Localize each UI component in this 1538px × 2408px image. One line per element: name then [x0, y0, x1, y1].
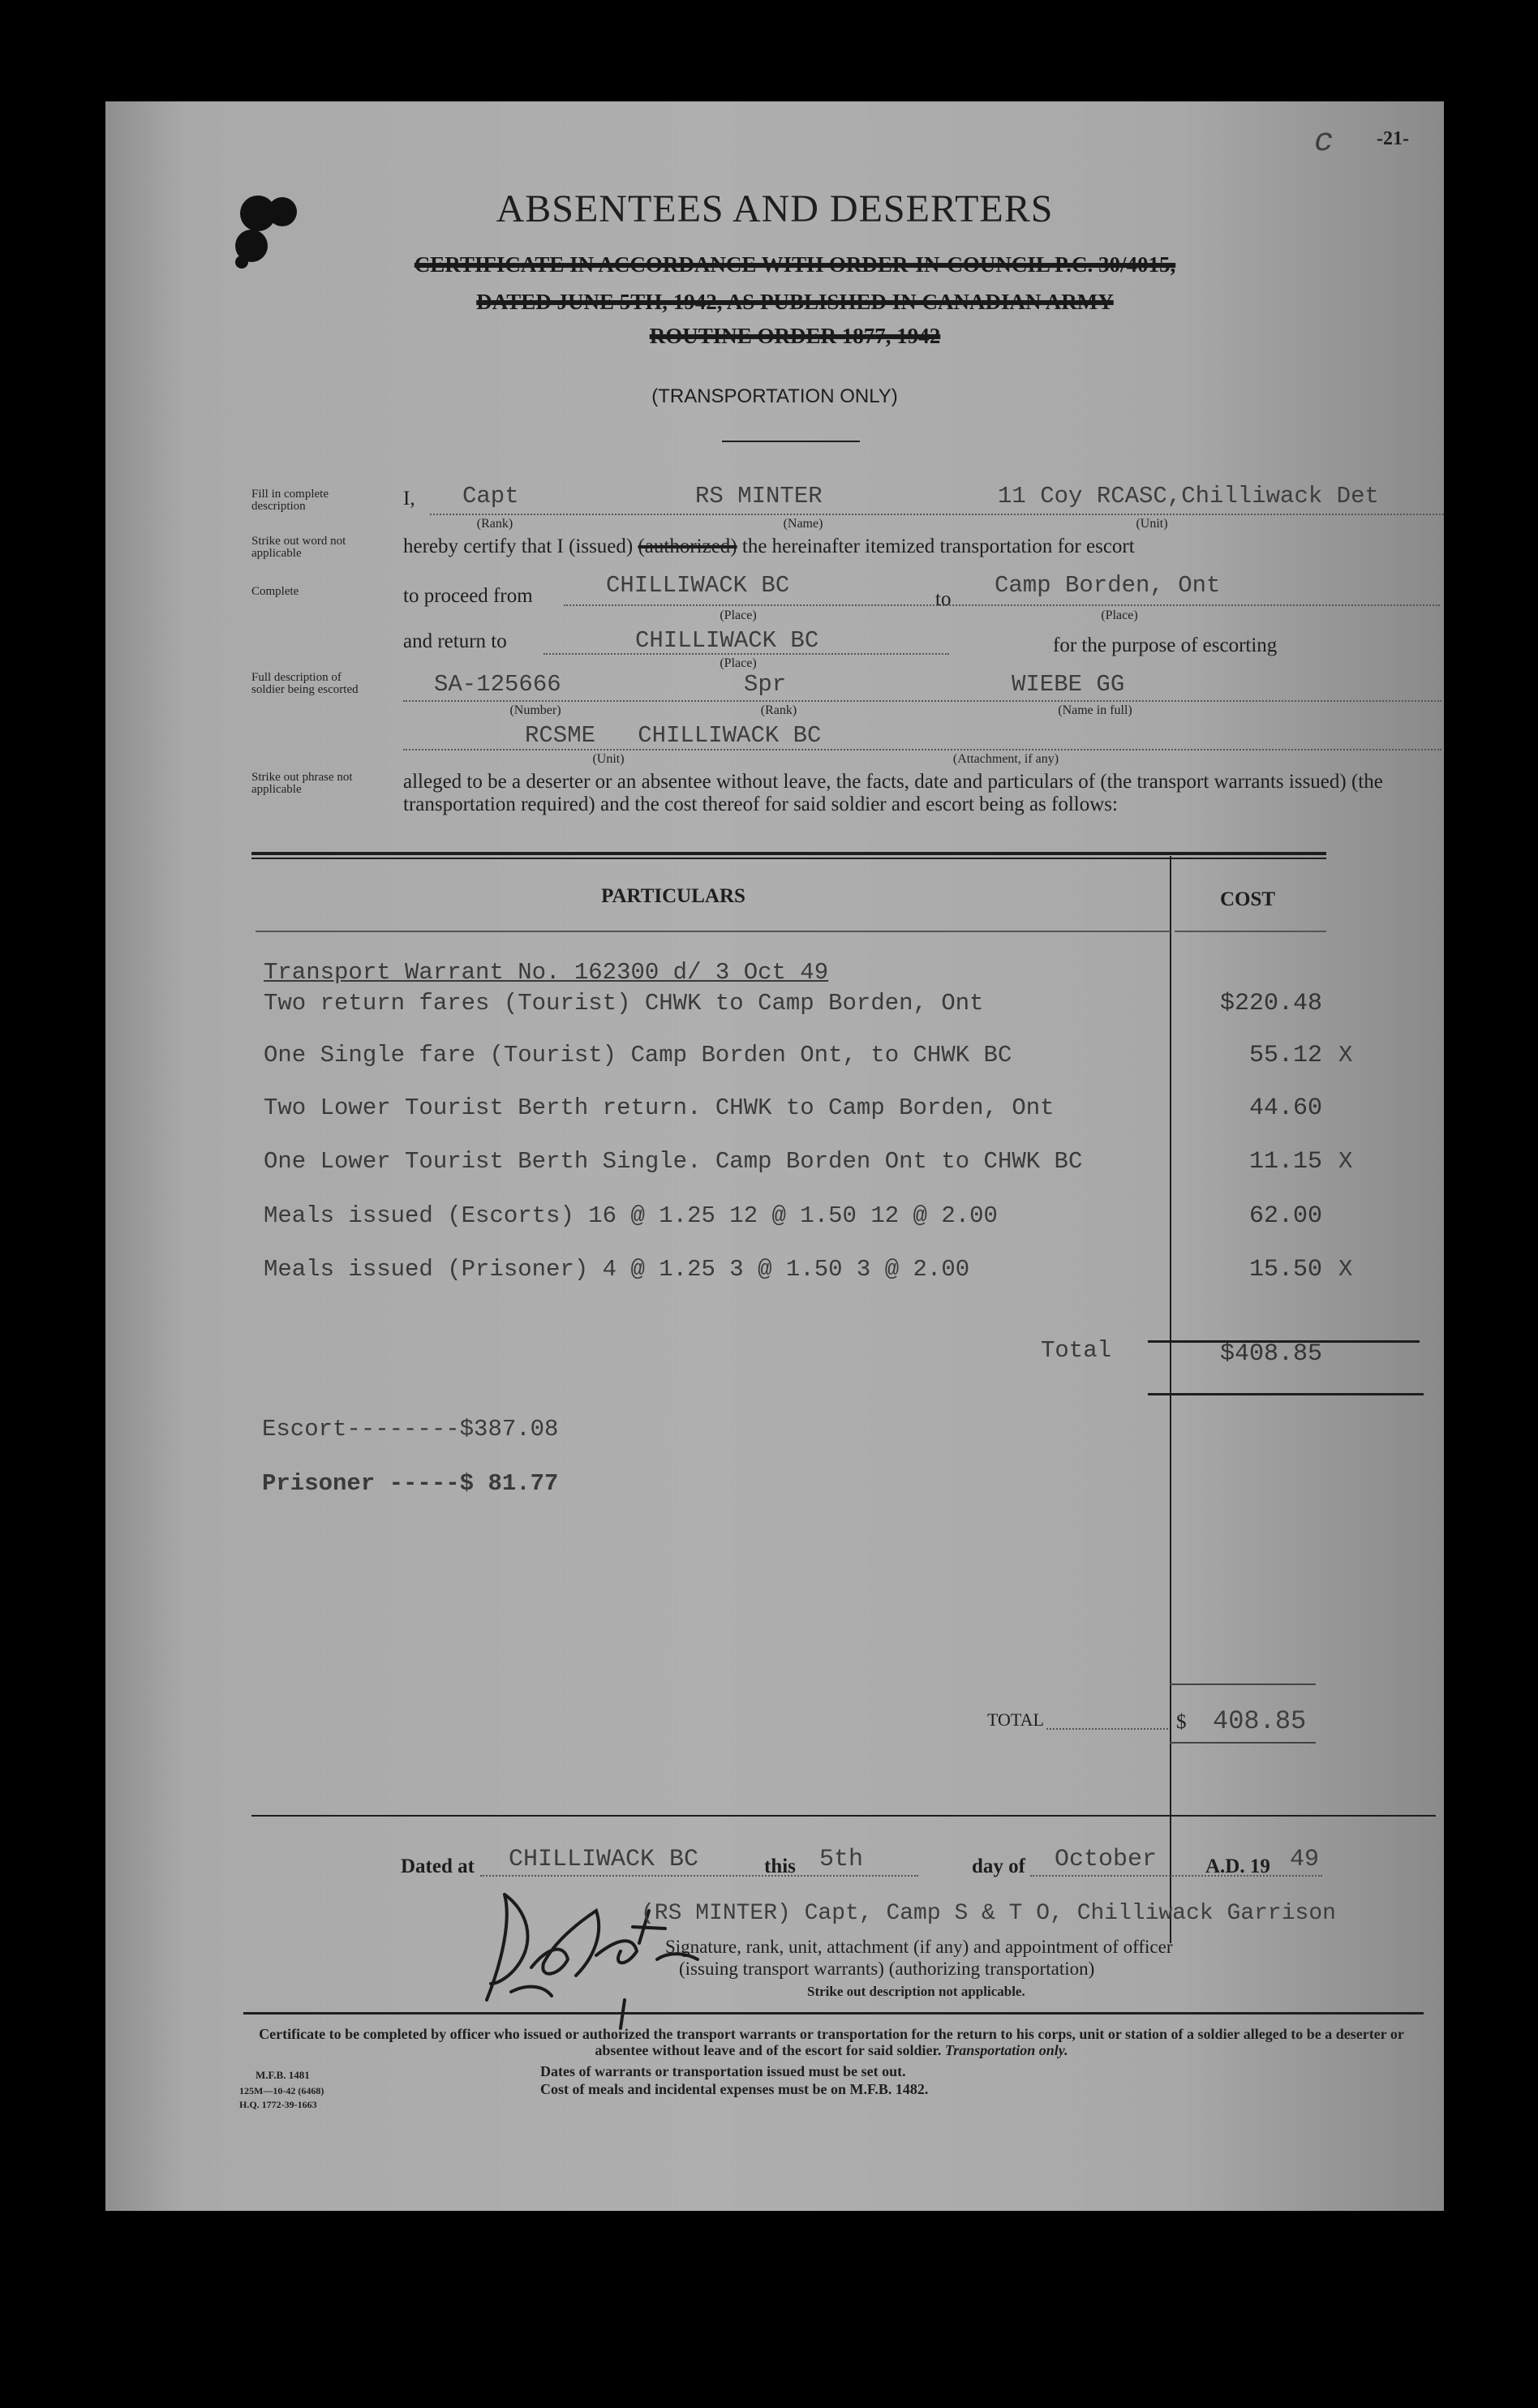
cost-column-divider [1170, 856, 1171, 1943]
margin-note-full-desc: Full description of soldier being escorted [251, 671, 359, 696]
number-caption: (Number) [509, 703, 561, 717]
struck-line-2: DATED JUNE 5TH, 1942, AS PUBLISHED IN CANADIAN ARMY [476, 290, 1114, 314]
subtotal-label: Total [1041, 1337, 1112, 1364]
warrant-line: Transport Warrant No. 162300 d/ 3 Oct 49 [264, 959, 829, 986]
place-caption: (Place) [1101, 608, 1138, 622]
dated-day: 5th [819, 1846, 864, 1873]
to-label: to [935, 588, 952, 610]
dotted-line [403, 700, 1441, 702]
struck-line-1: CERTIFICATE IN ACCORDANCE WITH ORDER-IN-COUNCIL P.C. 30/4015, [414, 252, 1176, 277]
total-rule [1170, 1742, 1316, 1744]
footer-note-2: Dates of warrants or transportation issued must be set out. [540, 2063, 906, 2079]
total-label: TOTAL [987, 1709, 1044, 1730]
particulars-row: Two return fares (Tourist) CHWK to Camp Borden, Ont [264, 990, 984, 1017]
dated-place: CHILLIWACK BC [509, 1846, 699, 1873]
row-cost: 44.60 [1248, 1094, 1322, 1122]
from-place: CHILLIWACK BC [606, 572, 790, 599]
particulars-row: Two Lower Tourist Berth return. CHWK to Camp Borden, Ont [264, 1094, 1055, 1121]
particulars-header: PARTICULARS [601, 885, 745, 907]
dotted-line [403, 749, 1441, 750]
subtotal-rule [1148, 1393, 1424, 1395]
soldier-name: WIEBE GG [1012, 671, 1125, 698]
certify-line: hereby certify that I (issued) (authorized) the hereinafter itemized transportation for escort [403, 535, 1135, 557]
total-currency: $ [1176, 1711, 1187, 1733]
form-number: M.F.B. 1481 [256, 2069, 310, 2081]
page-title: ABSENTEES AND DESERTERS [496, 187, 1054, 230]
struck-line-3: ROUTINE ORDER 1877, 1942 [649, 324, 941, 348]
table-bottom-rule [251, 1815, 1436, 1817]
print-code-2: H.Q. 1772-39-1663 [239, 2099, 317, 2110]
soldier-name-caption: (Name in full) [1058, 703, 1132, 717]
print-code-1: 125M—10-42 (6468) [239, 2085, 324, 2096]
place-caption: (Place) [720, 656, 757, 670]
escort-line: Escort--------$387.08 [262, 1416, 559, 1443]
particulars-row: Meals issued (Prisoner) 4 @ 1.25 3 @ 1.50 3 @ 2.00 [264, 1256, 970, 1283]
soldier-unit: RCSME CHILLIWACK BC [525, 722, 822, 749]
rank-caption: (Rank) [476, 517, 513, 531]
particulars-row: One Single fare (Tourist) Camp Borden Ont, to CHWK BC [264, 1042, 1012, 1069]
dotted-line [564, 604, 1440, 606]
page-ref: -21- [1377, 128, 1409, 149]
particulars-row: One Lower Tourist Berth Single. Camp Borden Ont to CHWK BC [264, 1148, 1083, 1175]
return-label: and return to [403, 630, 507, 652]
dated-at-label: Dated at [401, 1855, 475, 1877]
i-label: I, [403, 488, 415, 510]
signature-caption-3: Strike out description not applicable. [807, 1984, 1025, 1999]
row-cost: 55.12 [1248, 1042, 1322, 1069]
margin-note-strike-word: Strike out word not applicable [251, 535, 346, 560]
footer-rule [243, 2012, 1424, 2015]
margin-note-strike-phrase: Strike out phrase not applicable [251, 771, 353, 796]
to-place: Camp Borden, Ont [995, 572, 1221, 599]
signed-line: (RS MINTER) Capt, Camp S & T O, Chilliwack Garrison [641, 1901, 1336, 1926]
footer-note-3: Cost of meals and incidental expenses must be on M.F.B. 1482. [540, 2081, 929, 2097]
particulars-row: Meals issued (Escorts) 16 @ 1.25 12 @ 1.50 12 @ 2.00 [264, 1202, 998, 1229]
purpose-text: for the purpose of escorting [1053, 634, 1278, 656]
total-rule [1170, 1683, 1316, 1685]
dated-year: 49 [1290, 1846, 1320, 1873]
return-place: CHILLIWACK BC [635, 627, 819, 654]
form-sheet [105, 101, 1444, 2211]
row-mark: X [1338, 1042, 1353, 1069]
ad-label: A.D. 19 [1205, 1855, 1270, 1877]
officer-name: RS MINTER [695, 483, 823, 510]
name-caption: (Name) [783, 517, 823, 531]
divider [722, 441, 860, 442]
subtotal-value: $408.85 [1219, 1340, 1322, 1368]
proceed-label: to proceed from [403, 585, 533, 607]
table-top-rule [251, 852, 1326, 855]
dotted-line [1046, 1728, 1168, 1730]
dated-month: October [1055, 1846, 1158, 1873]
day-of-label: day of [972, 1855, 1025, 1877]
officer-unit: 11 Coy RCASC,Chilliwack Det [998, 483, 1379, 510]
row-cost: 15.50 [1248, 1256, 1322, 1284]
this-label: this [764, 1855, 796, 1877]
soldier-rank-caption: (Rank) [760, 703, 797, 717]
row-cost: 11.15 [1248, 1148, 1322, 1176]
margin-note-complete: Complete [251, 585, 299, 598]
margin-note-fill: Fill in complete description [251, 488, 329, 513]
subtitle: (TRANSPORTATION ONLY) [651, 385, 898, 407]
row-mark: X [1338, 1256, 1353, 1283]
soldier-number: SA-125666 [434, 671, 561, 698]
officer-rank: Capt [462, 483, 519, 510]
particulars-rule [256, 931, 1171, 932]
attachment-caption: (Attachment, if any) [952, 752, 1059, 766]
row-mark: X [1338, 1148, 1353, 1175]
alleged-paragraph: alleged to be a deserter or an absentee without leave, the facts, date and particulars of (the transport warrants issued) (the transportation required) and the cost thereof for said soldier and escort being as follows: [403, 771, 1383, 815]
place-caption: (Place) [720, 608, 757, 622]
corner-mark: c [1314, 124, 1334, 161]
row-cost: $220.48 [1219, 990, 1322, 1017]
soldier-rank: Spr [744, 671, 787, 698]
cost-rule [1175, 931, 1326, 932]
unit-caption: (Unit) [1136, 517, 1168, 531]
dotted-line [1030, 1875, 1322, 1877]
table-top-rule [251, 858, 1326, 859]
prisoner-line: Prisoner -----$ 81.77 [262, 1470, 559, 1497]
certify-struck: (authorized) [638, 535, 737, 557]
row-cost: 62.00 [1248, 1202, 1322, 1230]
signature-caption-1: Signature, rank, unit, attachment (if any) and appointment of officer [665, 1937, 1173, 1957]
footer-note-1: Certificate to be completed by officer who issued or authorized the transport warrants or transportation for the return to his corps, unit or station of a soldier alleged to be a deserter or absentee without leave and of the escort for said soldier. Transportation only. [259, 2026, 1404, 2058]
signature-caption-2: (issuing transport warrants) (authorizing transportation) [679, 1959, 1095, 1979]
soldier-unit-caption: (Unit) [592, 752, 625, 766]
cost-header: COST [1219, 888, 1276, 910]
dotted-line [430, 514, 1444, 515]
total-value: 408.85 [1213, 1706, 1307, 1736]
